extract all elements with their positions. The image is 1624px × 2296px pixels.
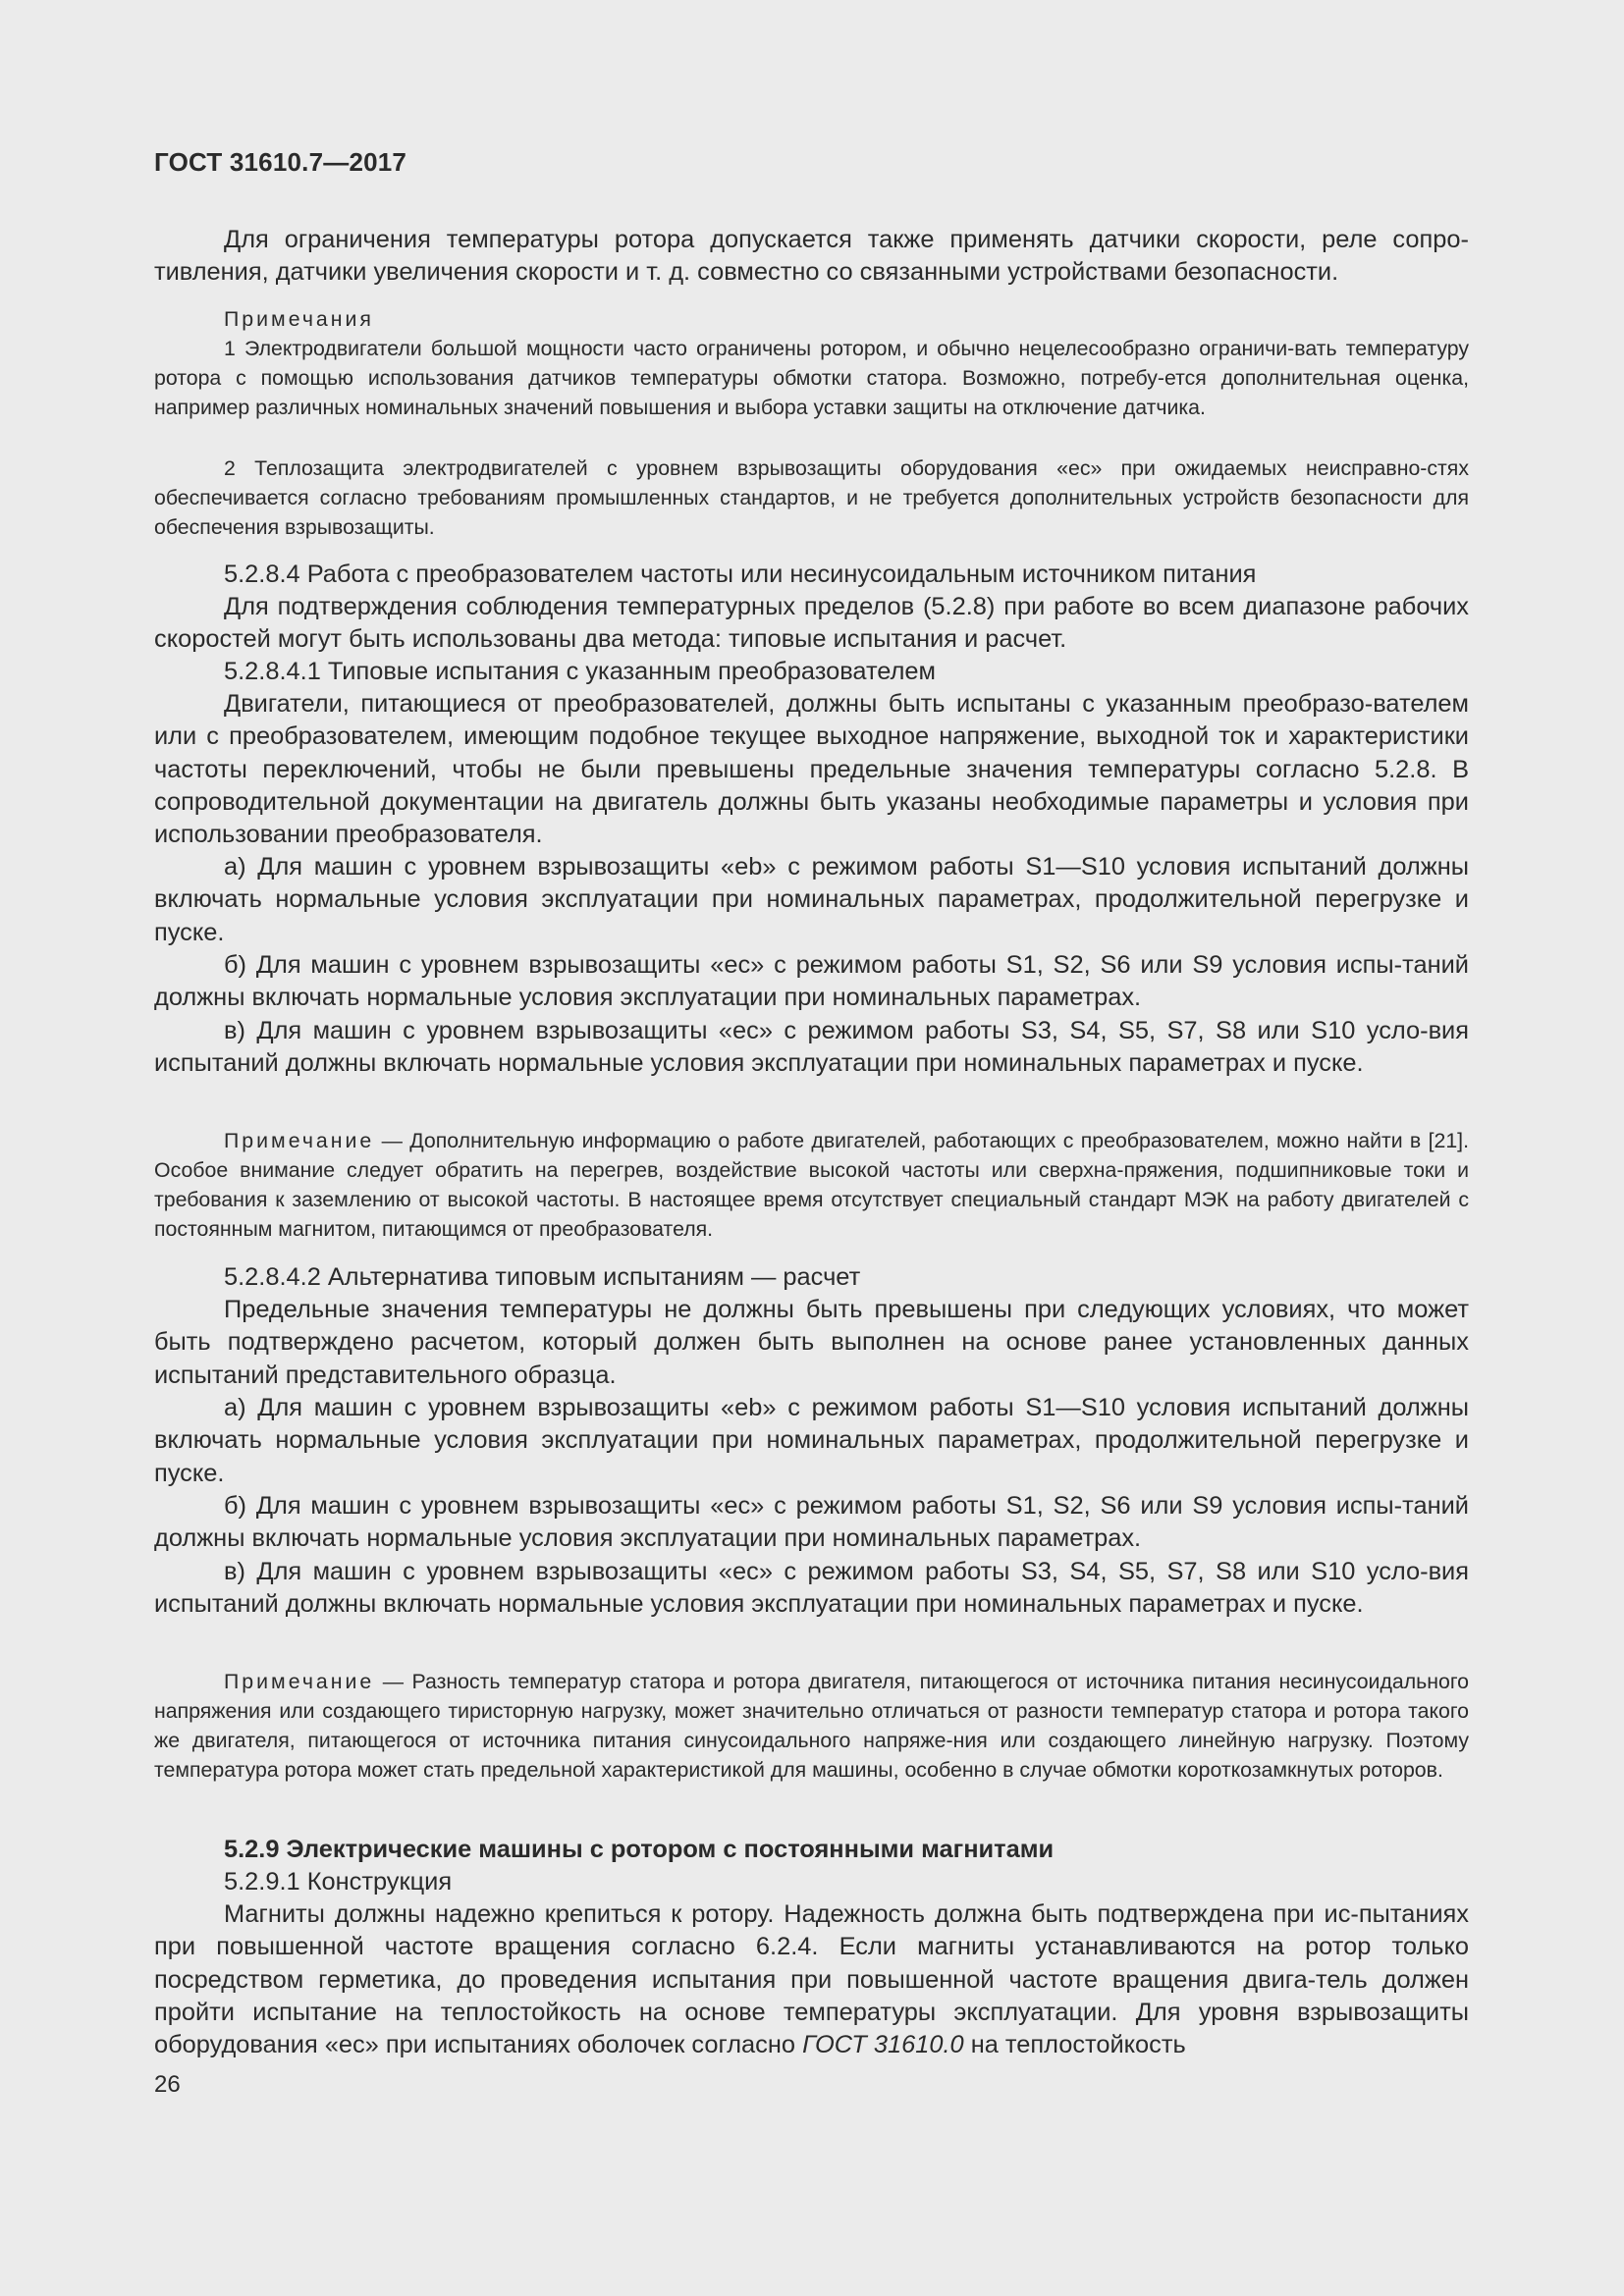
note-label: Примечание	[224, 1670, 375, 1693]
paragraph-52842: Предельные значения температуры не должны быть превышены при следующих условиях, что может быть подтверждено расчетом, который должен быть выполнен на основе ранее установленных данных испытаний представительного образца.	[154, 1296, 1469, 1389]
notes-label: Примечания	[224, 307, 374, 331]
note-temperature-difference	[154, 1667, 1469, 1785]
paragraph-text: Магниты должны надежно крепиться к ротору. Надежность должна быть подтверждена при ис-пытаниях при повышенной частоте вращения согласно 6.2.4. Если магниты устанавливаются на ротор только посредством герметика, до проведения испытания при повышенной частоте вращения двига-тель должен пройти испытание на теплостойкость на основе температуры эксплуатации. Для уровня взрывозащиты оборудования «ес» при испытаниях оболочек согласно	[154, 1900, 1469, 2059]
section-52841-heading: 5.2.8.4.1 Типовые испытания с указанным преобразователем	[224, 658, 936, 685]
note-2: 2 Теплозащита электродвигателей с уровнем взрывозащиты оборудования «ес» при ожидаемых неисправно-стях обеспечивается согласно требованиям промышленных стандартов, и не требуется дополнительных устройств безопасности для обеспечения взрывозащиты.	[154, 456, 1469, 539]
paragraph-5291	[154, 1898, 1469, 2061]
note-text: — Разность температур статора и ротора двигателя, питающегося от источника питания несинусоидального напряжения или создающего тиристорную нагрузку, может значительно отличаться от разности температур статора и ротора такого же двигателя, питающегося от источника питания синусоидального напряже-ния или создающего линейную нагрузку. Поэтому температура ротора может стать предельной характеристикой для машины, особенно в случае обмотки короткозамкнутых роторов.	[154, 1670, 1469, 1782]
notes-heading	[154, 304, 1469, 334]
list-item-b-1: б) Для машин с уровнем взрывозащиты «ес» с режимом работы S1, S2, S6 или S9 условия испы-таний должны включать нормальные условия эксплуатации при номинальных параметрах.	[154, 951, 1469, 1012]
note-text: — Дополнительную информацию о работе двигателей, работающих с преобразователем, можно найти в [21]. Особое внимание следует обратить на перегрев, воздействие высокой частоты или сверхна-пряжения, подшипниковые токи и требования к заземлению от высокой частоты. В настоящее время отсутствует специальный стандарт МЭК на работу двигателей с постоянным магнитом, питающимся от преобразователя.	[154, 1129, 1470, 1241]
section-52842-heading: 5.2.8.4.2 Альтернатива типовым испытаниям — расчет	[224, 1263, 861, 1291]
list-item-c-2: в) Для машин с уровнем взрывозащиты «ес» с режимом работы S3, S4, S5, S7, S8 или S10 усло-вия испытаний должны включать нормальные условия эксплуатации при номинальных параметрах и пуске.	[154, 1558, 1469, 1619]
list-item-a-2: а) Для машин с уровнем взрывозащиты «eb» с режимом работы S1—S10 условия испытаний должны включать нормальные условия эксплуатации при номинальных параметрах, продолжительной перегрузке и пуске.	[154, 1394, 1469, 1487]
list-item-c-1: в) Для машин с уровнем взрывозащиты «ес» с режимом работы S3, S4, S5, S7, S8 или S10 усло-вия испытаний должны включать нормальные условия эксплуатации при номинальных параметрах и пуске.	[154, 1017, 1469, 1078]
document-header: ГОСТ 31610.7—2017	[154, 147, 407, 177]
section-5291-heading: 5.2.9.1 Конструкция	[224, 1868, 453, 1896]
paragraph-52841: Двигатели, питающиеся от преобразователей, должны быть испытаны с указанным преобразо-вателем или с преобразователем, имеющим подобное текущее выходное напряжение, выходной ток и характеристики частоты переключений, чтобы не были превышены предельные значения температуры согласно 5.2.8. В сопроводительной документации на двигатель должны быть указаны необходимые параметры и условия при использовании преобразователя.	[154, 690, 1469, 849]
paragraph-5284: Для подтверждения соблюдения температурных пределов (5.2.8) при работе во всем диапазоне рабочих скоростей могут быть использованы два метода: типовые испытания и расчет.	[154, 593, 1469, 654]
list-item-b-2: б) Для машин с уровнем взрывозащиты «ес» с режимом работы S1, S2, S6 или S9 условия испы-таний должны включать нормальные условия эксплуатации при номинальных параметрах.	[154, 1492, 1469, 1553]
note-label: Примечание	[224, 1129, 375, 1152]
page-number: 26	[154, 2071, 181, 2098]
paragraph-rotor-limits: Для ограничения температуры ротора допускается также применять датчики скорости, реле сопро-тивления, датчики увеличения скорости и т. д. совместно со связанными устройствами безопасности.	[154, 226, 1469, 287]
section-5284-heading: 5.2.8.4 Работа с преобразователем частоты или несинусоидальным источником питания	[224, 561, 1257, 588]
list-item-a-1: а) Для машин с уровнем взрывозащиты «eb» с режимом работы S1—S10 условия испытаний должны включать нормальные условия эксплуатации при номинальных параметрах, продолжительной перегрузке и пуске.	[154, 853, 1469, 946]
note-1: 1 Электродвигатели большой мощности часто ограничены ротором, и обычно нецелесообразно ограничи-вать температуру ротора с помощью использования датчиков температуры обмотки статора. Возможно, потребу-ется дополнительная оценка, например различных номинальных значений повышения и выбора уставки защиты на отключение датчика.	[154, 337, 1469, 419]
section-529-heading: 5.2.9 Электрические машины с ротором с постоянными магнитами	[224, 1836, 1055, 1863]
standard-reference: ГОСТ 31610.0	[802, 2031, 964, 2059]
paragraph-text-end: на теплостойкость	[970, 2031, 1186, 2059]
note-converter	[154, 1126, 1469, 1244]
